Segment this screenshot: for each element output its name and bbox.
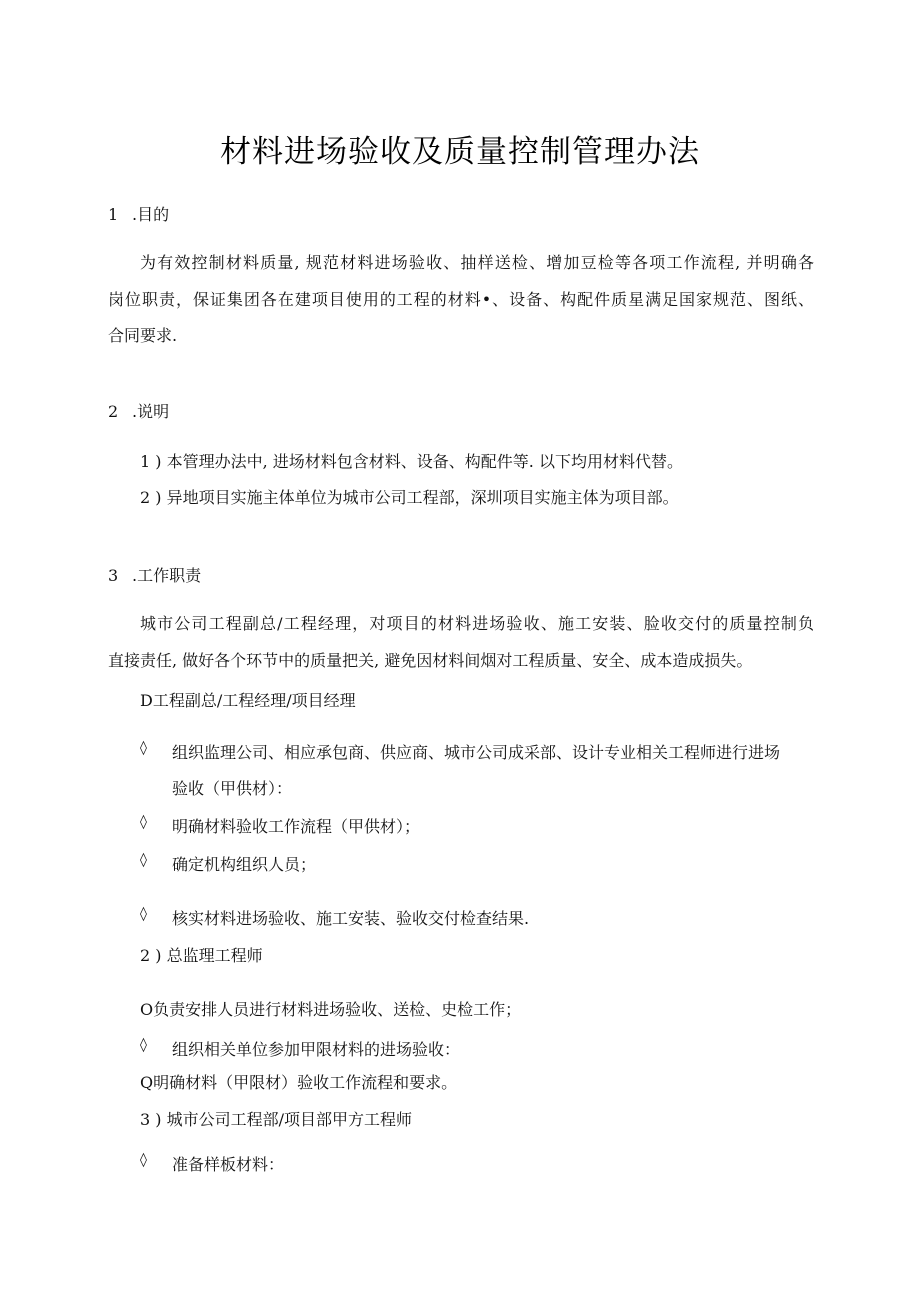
document-title: 材料进场验收及质量控制管理办法 [220,134,700,170]
section-number: 1 [108,205,119,224]
diamond-bullet-icon: ◊ [140,1037,147,1053]
list-item: 1 ) 本管理办法中, 进场材料包含材料、设备、构配件等. 以下均用材料代替。 [140,452,683,471]
bullet-item-continuation: 验收（甲供材）： [172,779,293,798]
paragraph-line: 为有效控制材料质量, 规范材料进场验收、抽样送检、增加豆检等各项工作流程, 并明确各 [140,253,814,272]
section-title: .工作职责 [132,566,202,585]
section-number: 3 [108,566,119,585]
list-item: O负责安排人员进行材料进场验收、送检、史检工作； [140,1000,522,1019]
bullet-item: 明确材料验收工作流程（甲供材）； [172,817,421,836]
diamond-bullet-icon: ◊ [140,906,147,922]
paragraph-line: 合同要求. [108,326,178,345]
section-title: .说明 [132,402,170,421]
paragraph-line: 城市公司工程副总/工程经理，对项目的材料进场验收、施工安装、脸收交付的质量控制负 [140,614,814,633]
paragraph-line: 岗位职责，保证集团各在建项目使用的工程的材料•、设备、构配件质星满足国家规范、图纸、 [108,290,814,309]
list-item: Q明确材料（甲限材）验收工作流程和要求。 [140,1073,458,1092]
role-heading: D工程副总/工程经理/项目经理 [140,691,356,710]
role-heading: 2 ) 总监理工程师 [140,946,263,965]
bullet-item: 组织监理公司、相应承包商、供应商、城市公司成采部、设计专业相关工程师进行进场 [172,743,781,762]
section-heading-2 [108,402,169,422]
bullet-item: 确定机构组织人员； [172,855,317,874]
diamond-bullet-icon: ◊ [140,852,147,868]
bullet-item: 核实材料进场验收、施工安装、验收交付检查结果. [172,909,530,928]
role-heading: 3 ) 城市公司工程部/项目部甲方工程师 [140,1110,412,1129]
bullet-item: 准备样板材料： [172,1155,285,1174]
diamond-bullet-icon: ◊ [140,740,147,756]
section-heading-3 [108,566,201,586]
section-title: .目的 [132,205,170,224]
list-item: 2 ) 异地项目实施主体单位为城市公司工程部，深圳项目实施主体为项目部。 [140,488,679,507]
diamond-bullet-icon: ◊ [140,1152,147,1168]
section-heading-1 [108,205,169,225]
paragraph-line: 直接责任, 做好各个环节中的质量把关, 避免因材料间烟对工程质量、安全、成本造成损失。 [108,651,753,670]
bullet-item: 组织相关单位参加甲限材料的进场验收： [172,1040,461,1059]
section-number: 2 [108,402,119,421]
diamond-bullet-icon: ◊ [140,814,147,830]
